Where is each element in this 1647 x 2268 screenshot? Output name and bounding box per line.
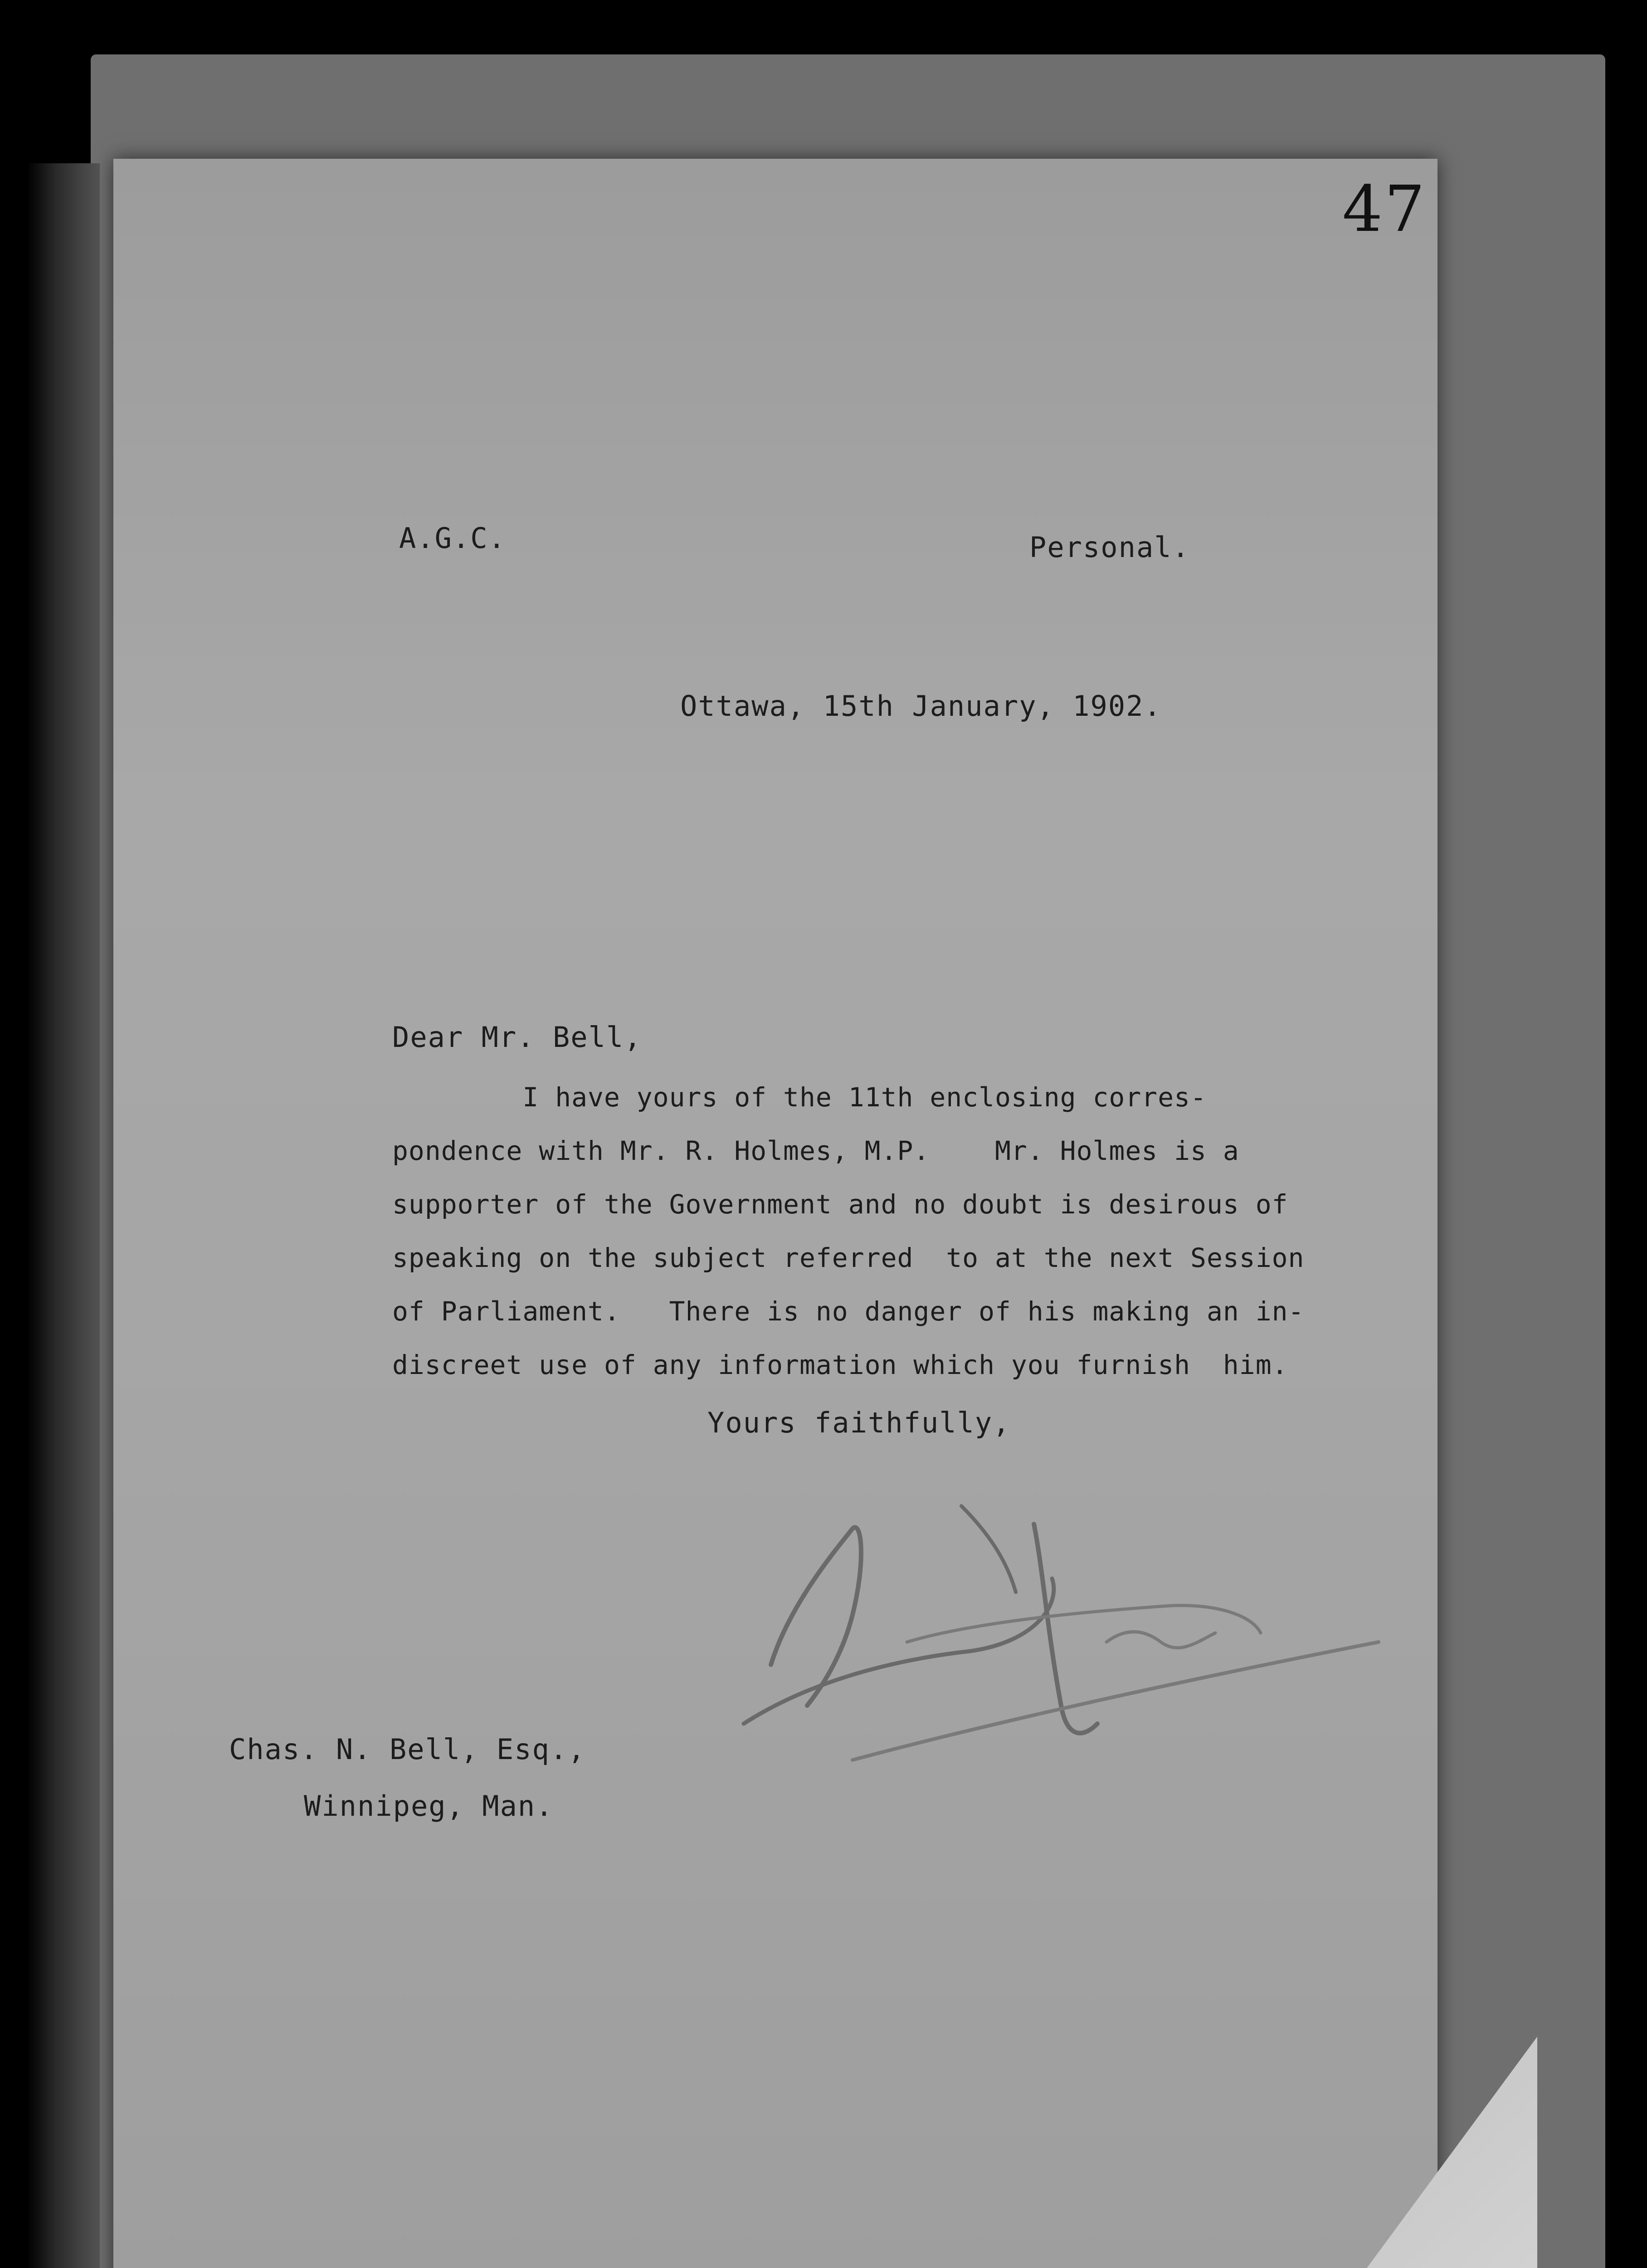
body-line: speaking on the subject referred to at the next Session [392, 1242, 1305, 1273]
letter-closing: Yours faithfully, [707, 1406, 1011, 1439]
body-line: I have yours of the 11th enclosing corres- [392, 1082, 1207, 1113]
addressee-name: Chas. N. Bell, Esq., [229, 1733, 586, 1766]
body-line: of Parliament. There is no danger of his making an in- [392, 1296, 1305, 1327]
page-number: 47 [1342, 172, 1427, 246]
body-line: pondence with Mr. R. Holmes, M.P. Mr. Holmes is a [392, 1135, 1239, 1166]
letter-marking: Personal. [1029, 531, 1190, 564]
letter-date: Ottawa, 15th January, 1902. [680, 689, 1162, 723]
body-line: supporter of the Government and no doubt is desirous of [392, 1189, 1288, 1220]
letter-salutation: Dear Mr. Bell, [392, 1021, 642, 1054]
addressee-location: Winnipeg, Man. [304, 1789, 554, 1823]
letter-reference: A.G.C. [399, 522, 506, 555]
body-line: discreet use of any information which you furnish him. [392, 1349, 1288, 1380]
letter-body [392, 1070, 1305, 1392]
film-edge [27, 163, 100, 2268]
handwritten-signature [716, 1470, 1397, 1796]
